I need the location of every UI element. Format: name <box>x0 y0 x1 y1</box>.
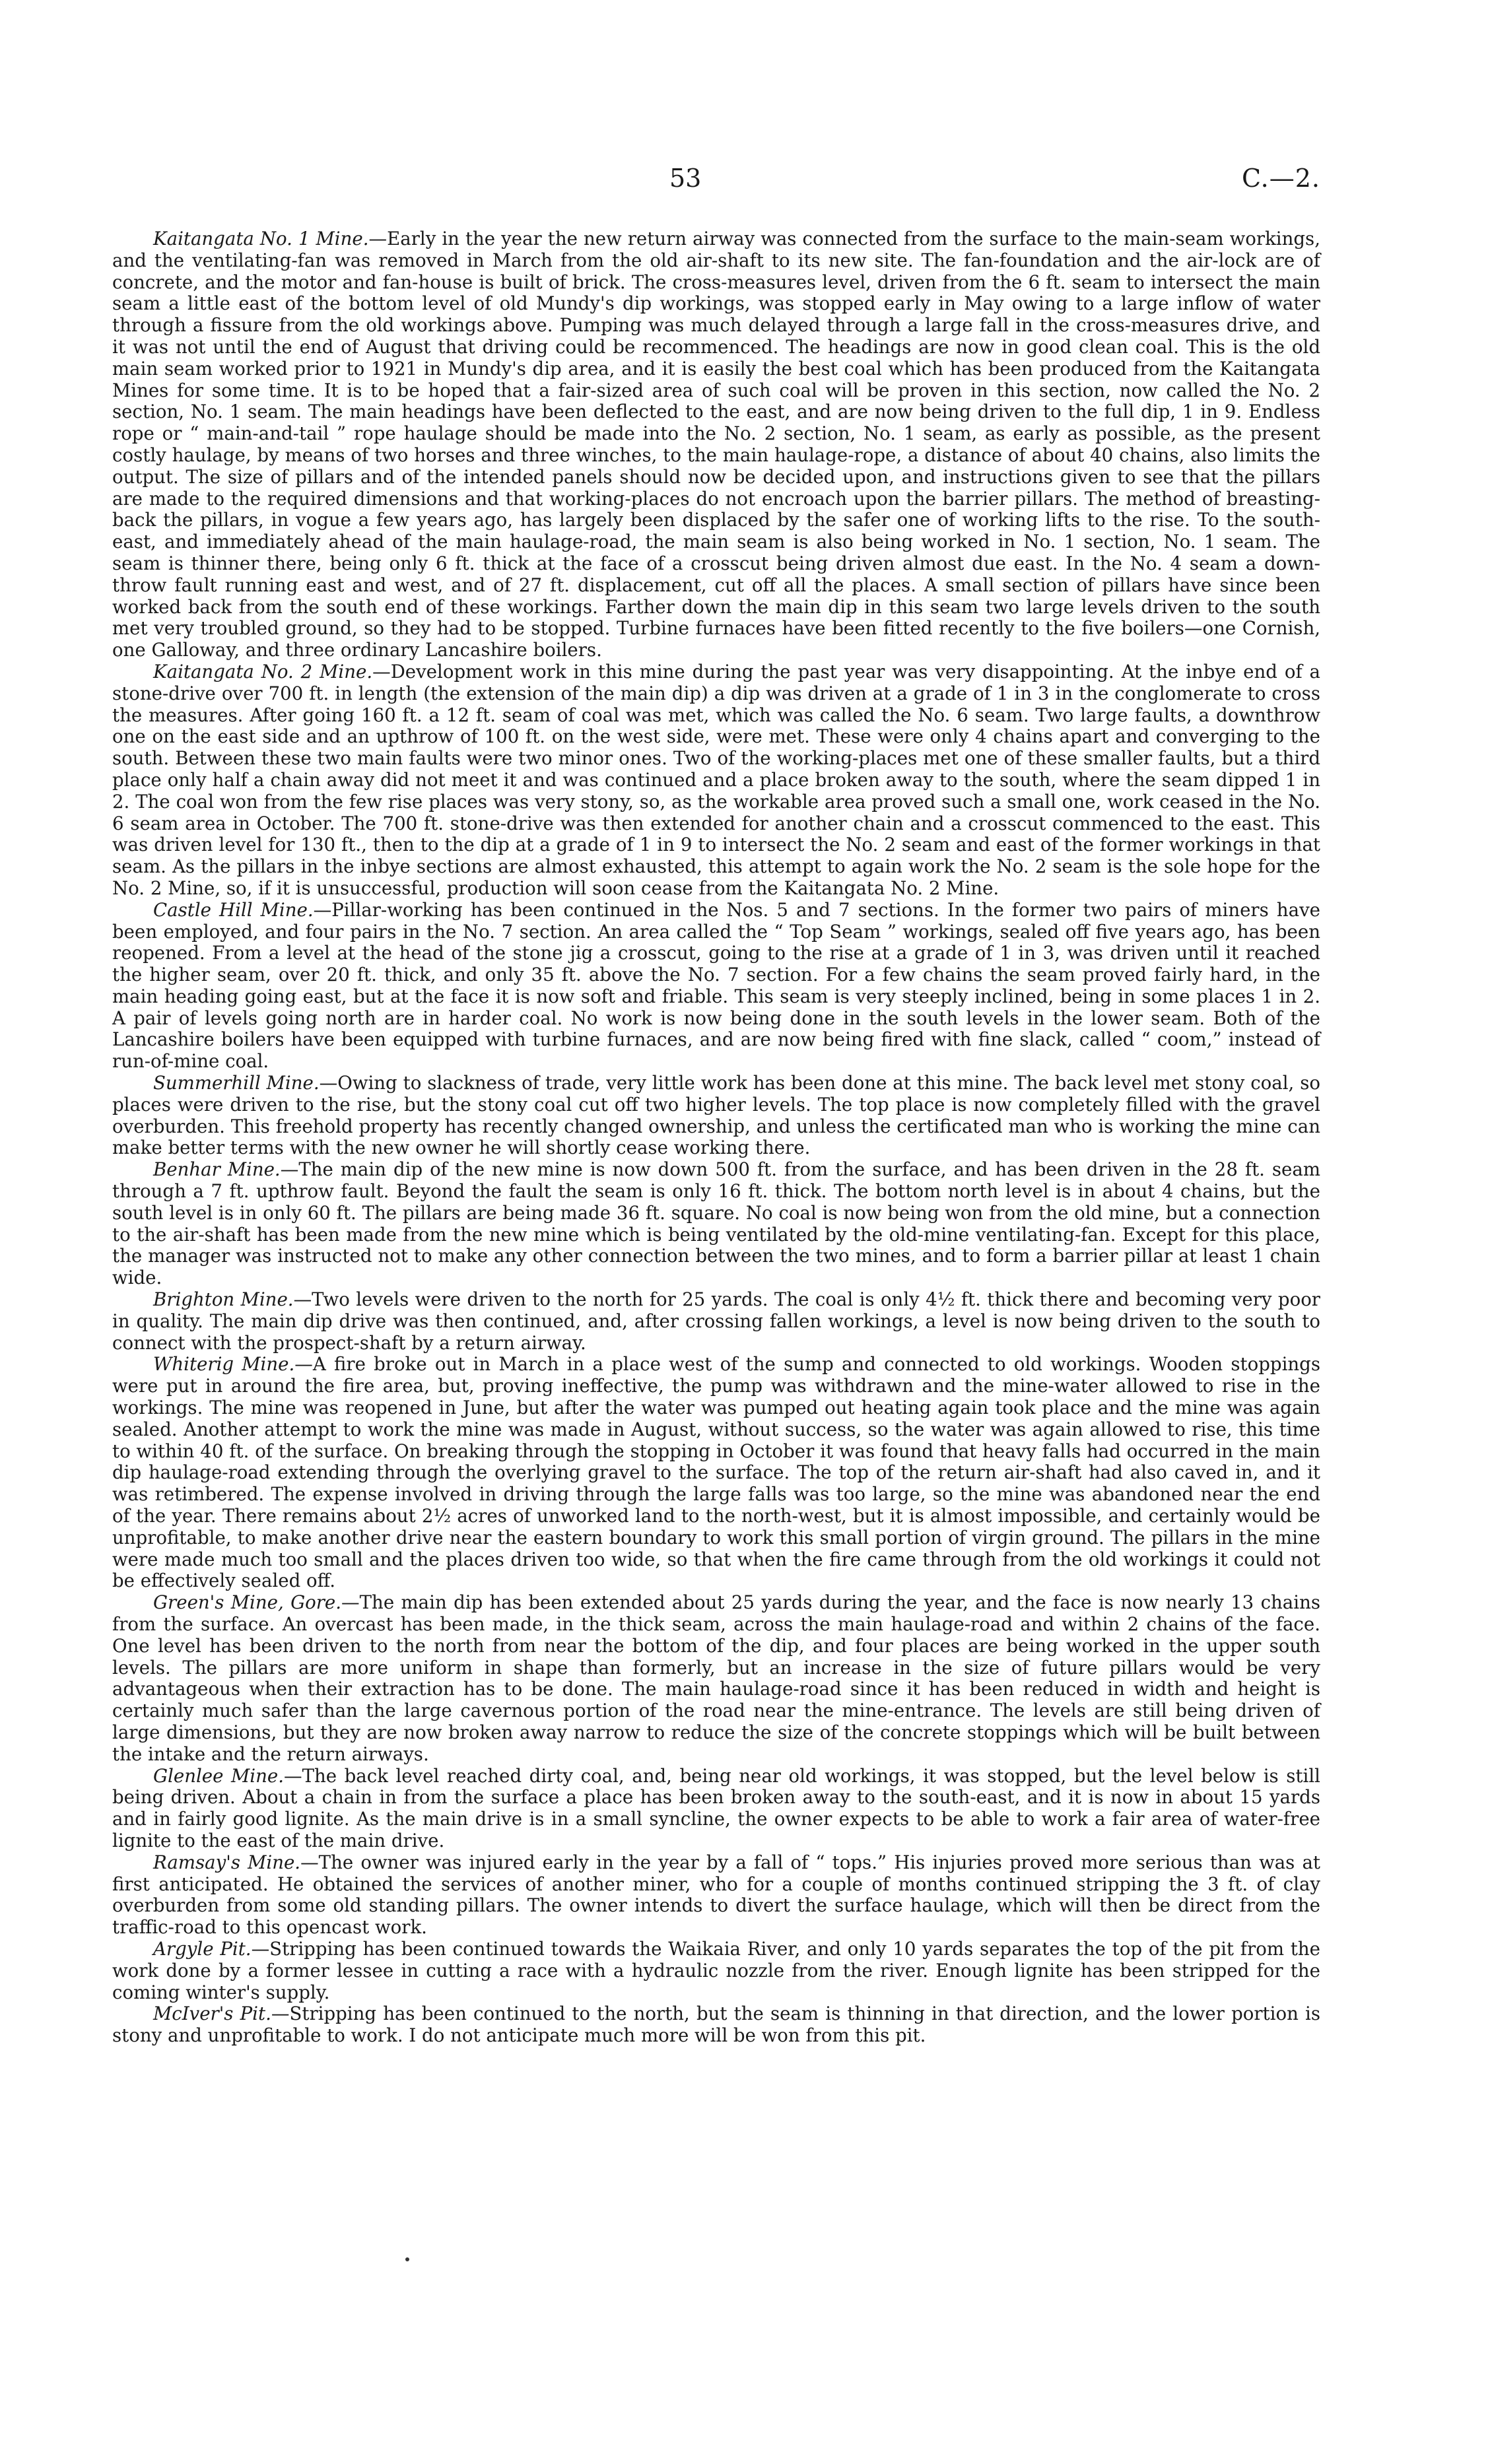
paragraph-title: Castle Hill Mine. <box>153 898 314 921</box>
paragraph-title: Kaitangata No. 1 Mine. <box>153 228 369 250</box>
paragraph-title: Whiterig Mine. <box>153 1353 295 1376</box>
paragraph-brighton <box>112 1289 1320 1354</box>
paragraph-text: —Two levels were driven to the north for 25 yards. The coal is only 4½ ft. thick there and becoming very poor in quality. The main dip drive was then continued, and, after crossing fallen workings, a level is now being driven to the south to connect with the prospect-shaft by a return airway. <box>112 1288 1320 1354</box>
paragraph-glenlee <box>112 1766 1320 1852</box>
paragraph-text: —The main dip has been extended about 25 yards during the year, and the face is now nearly 13 chains from the surface. An overcast has been made, in the thick seam, across the main haulage-road and within 2 chains of the face. One level has been driven to the north from near the bottom of the dip, and four places are being worked in the upper south levels. The pillars are more uniform in shape than formerly, but an increase in the size of future pillars would be very advantageous when their extraction has to be done. The main haulage-road since it has been reduced in width and height is certainly much safer than the large cavernous portion of the road near the mine-entrance. The levels are still being driven of large dimensions, but they are now broken away narrow to reduce the size of the concrete stoppings which will be built between the intake and the return airways. <box>112 1591 1321 1765</box>
paragraph-title: Benhar Mine. <box>153 1158 281 1181</box>
paragraph-text: —A fire broke out in March in a place west of the sump and connected to old workings. Wooden stoppings were put in around the fire area, but, proving ineffective, the pump was withdrawn and the mine-water allowed to rise in the workings. The mine was reopened in June, but after the water was pumped out heating again took place and the mine was again sealed. Another attempt to work the mine was made in August, without success, so the water was again allowed to rise, this time to within 40 ft. of the surface. On breaking through the stopping in October it was found that heavy falls had occurred in the main dip haulage-road extending through the overlying gravel to the surface. The top of the return air-shaft had also caved in, and it was retimbered. The expense involved in driving through the large falls was too large, so the mine was abandoned near the end of the year. There remains about 2½ acres of unworked land to the north-west, but it is almost impossible, and certainly would be unprofitable, to make another drive near the eastern boundary to work this small portion of virgin ground. The pillars in the mine were made much too small and the places driven too wide, so that when the fire came through from the old workings it could not be effectively sealed off. <box>112 1353 1320 1592</box>
paragraph-text: —Pillar-working has been continued in the Nos. 5 and 7 sections. In the former two pairs of miners have been employed, and four pairs in the No. 7 section. An area called the “ Top Seam ” workings, sealed off five years ago, has been reopened. From a level at the head of the stone jig a crosscut, going to the rise at a grade of 1 in 3, was driven until it reached the higher seam, over 20 ft. thick, and only 35 ft. above the No. 7 section. For a few chains the seam proved fairly hard, in the main heading going east, but at the face it is now soft and friable. This seam is very steeply inclined, being in some places 1 in 2. A pair of levels going north are in harder coal. No work is now being done in the south levels in the lower seam. Both of the Lancashire boilers have been equipped with turbine furnaces, and are now being fired with fine slack, called “ coom,” instead of run-of-mine coal. <box>112 898 1320 1073</box>
paragraph-text: —Early in the year the new return airway was connected from the surface to the main-seam workings, and the ventilating-fan was removed in March from the old air-shaft to its new site. The fan-foundation and the air-lock are of concrete, and the motor and fan-house is built of brick. The cross-measures level, driven from the 6 ft. seam to intersect the main seam a little east of the bottom level of old Mundy's dip workings, was stopped early in May owing to a large inflow of water through a fissure from the old workings above. Pumping was much delayed through a large fall in the cross-measures drive, and it was not until the end of August that driving could be recommenced. The headings are now in good clean coal. This is the old main seam worked prior to 1921 in Mundy's dip area, and it is easily the best coal which has been produced from the Kaitangata Mines for some time. It is to be hoped that a fair-sized area of such coal will be proven in this section, now called the No. 2 section, No. 1 seam. The main headings have been deflected to the east, and are now being driven to the full dip, 1 in 9. Endless rope or “ main-and-tail ” rope haulage should be made into the No. 2 section, No. 1 seam, as early as possible, as the present costly haulage, by means of two horses and three winches, to the main haulage-rope, a distance of about 40 chains, also limits the output. The size of pillars and of the intended panels should now be decided upon, and instructions given to see that the pillars are made to the required dimensions and that working-places do not encroach upon the barrier pillars. The method of breasting-back the pillars, in vogue a few years ago, has largely been displaced by the safer one of working lifts to the rise. To the south-east, and immediately ahead of the main haulage-road, the main seam is also being worked in No. 1 section, No. 1 seam. The seam is thinner there, being only 6 ft. thick at the face of a crosscut being driven almost due east. In the No. 4 seam a down-throw fault running east and west, and of 27 ft. displacement, cut off all the places. A small section of pillars have since been worked back from the south end of these workings. Farther down the main dip in this seam two large levels driven to the south met very troubled ground, so they had to be stopped. Turbine furnaces have been fitted recently to the five boilers—one Cornish, one Galloway, and three ordinary Lancashire boilers. <box>112 228 1320 661</box>
paragraph-text: —Owing to slackness of trade, very little work has been done at this mine. The back level met stony coal, so places were driven to the rise, but the stony coal cut off two higher levels. The top place is now completely filled with the gravel overburden. This freehold property has recently changed ownership, and unless the certificated man who is working the mine can make better terms with the new owner he will shortly cease working there. <box>112 1072 1320 1159</box>
paragraph-title: Green's Mine, Gore. <box>153 1591 342 1614</box>
paragraph-kaitangata-no-1 <box>112 228 1320 661</box>
paragraph-ramsays-mine <box>112 1852 1320 1939</box>
series-number: C.—2. <box>1241 164 1320 193</box>
paragraph-argyle-pit <box>112 1939 1320 2003</box>
paragraph-benhar <box>112 1159 1320 1289</box>
page-number: 53 <box>669 164 702 193</box>
paragraph-title: Summerhill Mine. <box>153 1072 320 1094</box>
paragraph-title: Ramsay's Mine. <box>153 1851 301 1873</box>
paragraph-text: —Stripping has been continued towards the Waikaia River, and only 10 yards separates the top of the pit from the work done by a former lessee in cutting a race with a hydraulic nozzle from the river. Enough lignite has been stripped for the coming winter's supply. <box>112 1937 1320 2003</box>
paragraph-text: —Stripping has been continued to the north, but the seam is thinning in that direction, and the lower portion is stony and unprofitable to work. I do not anticipate much more will be won from this pit. <box>112 2003 1320 2047</box>
paragraph-text: —Development work in this mine during the past year was very disappointing. At the inbye end of a stone-drive over 700 ft. in length (the extension of the main dip) a dip was driven at a grade of 1 in 3 in the conglomerate to cross the measures. After going 160 ft. a 12 ft. seam of coal was met, which was called the No. 6 seam. Two large faults, a downthrow one on the east side and an upthrow of 100 ft. on the west side, were met. These were only 4 chains apart and converging to the south. Between these two main faults were two minor ones. Two of the working-places met one of these smaller faults, but a third place only half a chain away did not meet it and was continued and a place broken away to the south, where the seam dipped 1 in 2. The coal won from the few rise places was very stony, so, as the workable area proved such a small one, work ceased in the No. 6 seam area in October. The 700 ft. stone-drive was then extended for another chain and a crosscut commenced to the east. This was driven level for 130 ft., then to the dip at a grade of 1 in 9 to intersect the No. 2 seam and east of the former workings in that seam. As the pillars in the inbye sections are almost exhausted, this attempt to again work the No. 2 seam is the sole hope for the No. 2 Mine, so, if it is unsuccessful, production will soon cease from the Kaitangata No. 2 Mine. <box>112 660 1320 899</box>
paragraph-title: Brighton Mine. <box>153 1288 294 1311</box>
paragraph-greens-mine <box>112 1592 1320 1765</box>
paragraph-title: Kaitangata No. 2 Mine. <box>153 660 373 683</box>
paragraph-text: —The main dip of the new mine is now down 500 ft. from the surface, and has been driven in the 28 ft. seam through a 7 ft. upthrow fault. Beyond the fault the seam is only 16 ft. thick. The bottom north level is in about 4 chains, but the south level is in only 60 ft. The pillars are being made 36 ft. square. No coal is now being won from the old mine, but a connection to the air-shaft has been made from the new mine which is being ventilated by the old-mine ventilating-fan. Except for this place, the manager was instructed not to make any other connection between the two mines, and to form a barrier pillar at least 1 chain wide. <box>112 1158 1321 1289</box>
paragraph-title: Argyle Pit. <box>153 1937 252 1960</box>
paragraph-text: —The back level reached dirty coal, and, being near old workings, it was stopped, but the level below is still being driven. About a chain in from the surface a place has been broken away to the south-east, and it is now in about 15 yards and in fairly good lignite. As the main drive is in a small syncline, the owner expects to be able to work a fair area of water-free lignite to the east of the main drive. <box>112 1764 1320 1851</box>
paragraph-title: McIver's Pit. <box>153 2003 271 2025</box>
body-text <box>112 228 1320 2047</box>
stray-ink-dot <box>405 2257 409 2261</box>
paragraph-text: —The owner was injured early in the year by a fall of “ tops.” His injuries proved more serious than was at first anticipated. He obtained the services of another miner, who for a couple of months continued stripping the 3 ft. of clay overburden from some old standing pillars. The owner intends to divert the surface haulage, which will then be direct from the traffic-road to this opencast work. <box>112 1851 1320 1939</box>
paragraph-whiterig <box>112 1354 1320 1592</box>
paragraph-title: Glenlee Mine. <box>153 1764 284 1787</box>
paragraph-castle-hill <box>112 900 1320 1073</box>
paragraph-mcivers-pit <box>112 2003 1320 2047</box>
page-header <box>112 164 1320 203</box>
paragraph-kaitangata-no-2 <box>112 661 1320 900</box>
paragraph-summerhill <box>112 1073 1320 1159</box>
